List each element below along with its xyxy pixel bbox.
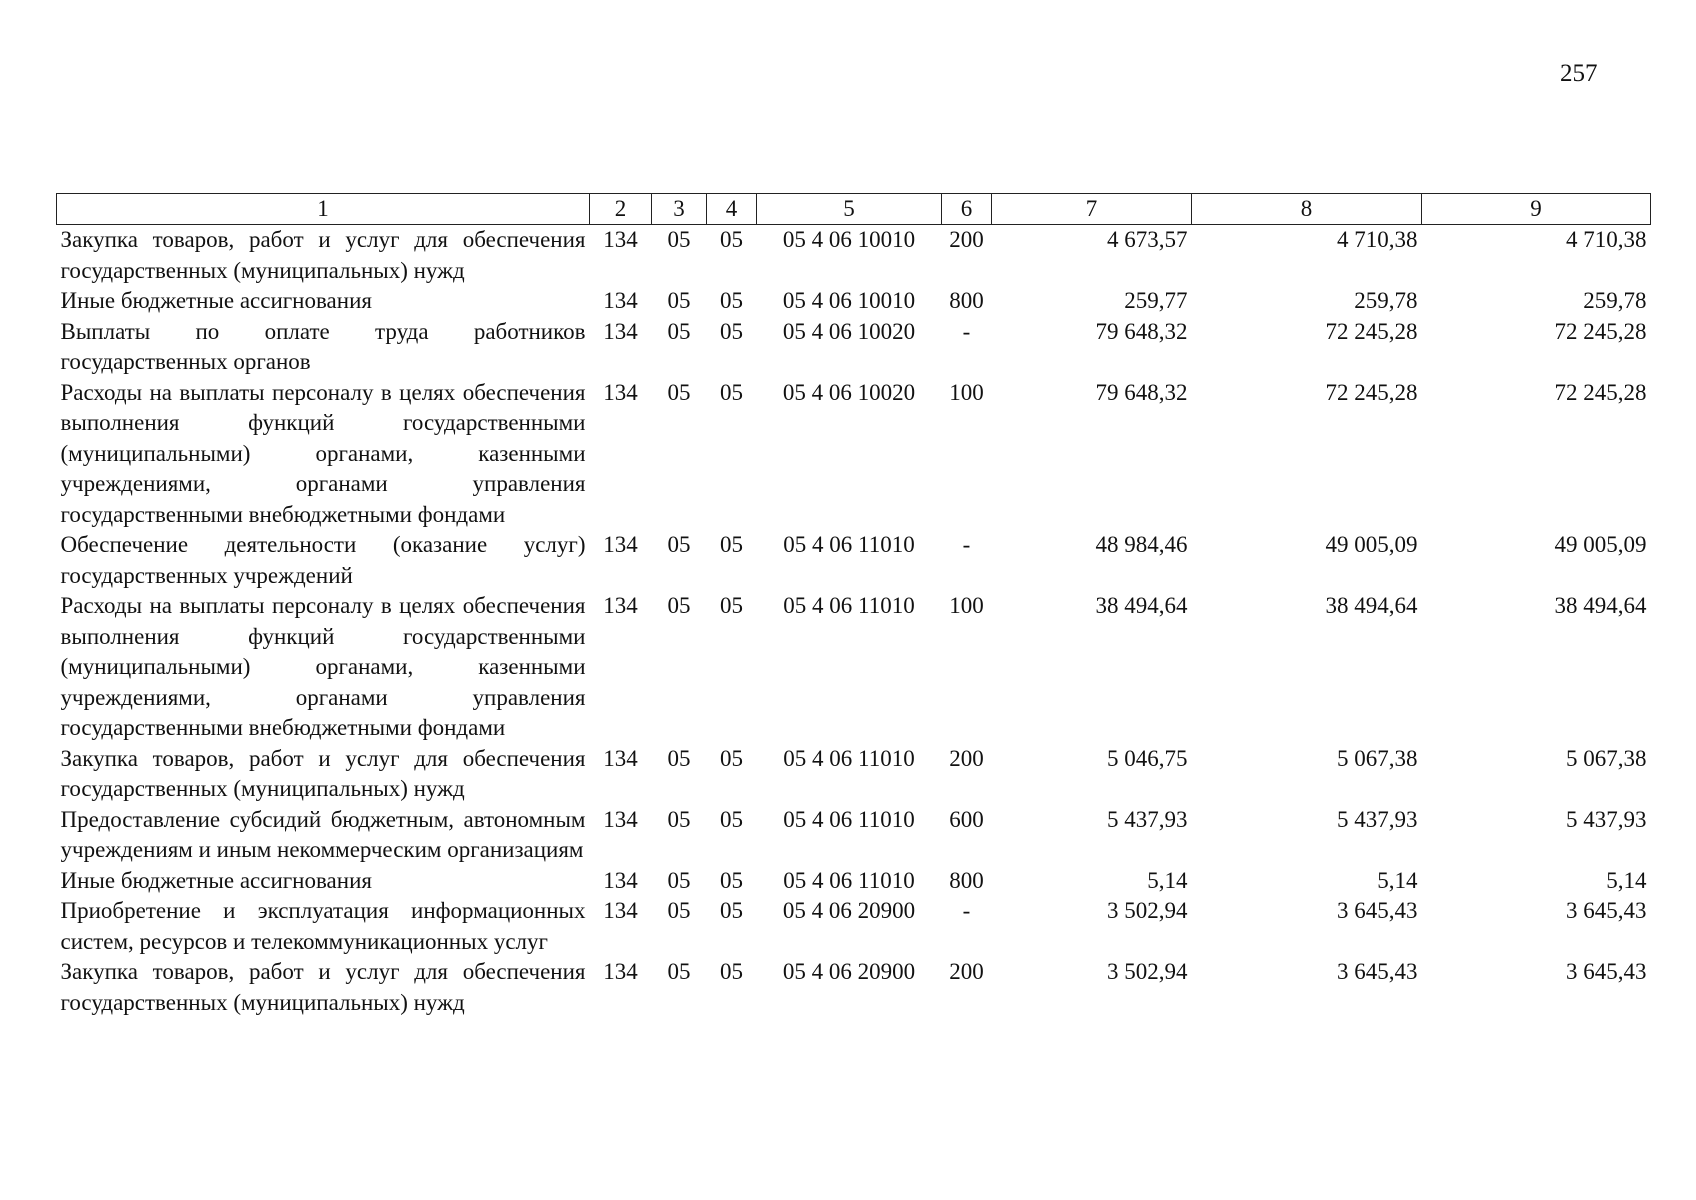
header-row: [57, 194, 1651, 225]
ministry-code-cell: 134: [603, 532, 638, 557]
section-code-cell: 05: [667, 806, 691, 832]
ministry-code-cell: 134: [603, 593, 638, 618]
expense-type-cell: 800: [949, 867, 984, 893]
amount-col9-cell: 49 005,09: [1554, 532, 1647, 557]
expense-name-cell: Расходы на выплаты персоналу в целях обеспечения выполнения функций государственными (муниципальными) органами, казенными учреждениями, органами управления государственными внебюджетными фондами: [60, 593, 586, 740]
expense-name-cell: Иные бюджетные ассигнования: [60, 288, 372, 313]
ministry-code-cell: 134: [603, 898, 638, 923]
target-article-cell: 05 4 06 11010: [783, 745, 915, 771]
table-row: [57, 957, 1651, 1018]
table-header: [57, 194, 1651, 225]
amount-col8-cell: 3 645,43: [1337, 959, 1418, 984]
table-row: [57, 225, 1651, 287]
expense-name-cell: Иные бюджетные ассигнования: [60, 867, 372, 893]
target-article-cell: 05 4 06 20900: [782, 959, 916, 984]
subsection-code-cell: 05: [720, 867, 743, 893]
section-code-cell: 05: [667, 593, 691, 618]
expense-name-cell: Закупка товаров, работ и услуг для обеспечения государственных (муниципальных) нужд: [60, 745, 586, 801]
subsection-code-cell: 05: [720, 959, 743, 984]
amount-col7-cell: 48 984,46: [1095, 532, 1188, 557]
subsection-code-cell: 05: [720, 593, 743, 618]
header-col-6: 6: [942, 194, 992, 225]
expense-type-cell: 100: [949, 593, 984, 618]
header-col-2: 2: [590, 194, 652, 225]
amount-col7-cell: 3 502,94: [1107, 959, 1188, 984]
ministry-code-cell: 134: [603, 806, 638, 832]
amount-col8-cell: 3 645,43: [1337, 898, 1418, 923]
header-col-8: 8: [1192, 194, 1422, 225]
expense-type-cell: 100: [949, 379, 984, 405]
subsection-code-cell: 05: [720, 898, 743, 923]
target-article-cell: 05 4 06 10010: [782, 227, 916, 252]
header-col-5: 5: [757, 194, 942, 225]
table-row: [57, 378, 1651, 531]
section-code-cell: 05: [667, 959, 691, 984]
header-col-3: 3: [652, 194, 707, 225]
target-article-cell: 05 4 06 11010: [783, 806, 915, 832]
amount-col8-cell: 5,14: [1377, 867, 1418, 893]
subsection-code-cell: 05: [720, 532, 743, 557]
ministry-code-cell: 134: [603, 318, 638, 344]
amount-col9-cell: 72 245,28: [1554, 318, 1647, 344]
amount-col9-cell: 4 710,38: [1566, 227, 1647, 252]
amount-col7-cell: 5,14: [1147, 867, 1188, 893]
ministry-code-cell: 134: [603, 288, 638, 313]
amount-col7-cell: 5 046,75: [1107, 745, 1188, 771]
subsection-code-cell: 05: [720, 745, 743, 771]
expense-type-cell: 200: [949, 227, 984, 252]
table-row: [57, 530, 1651, 591]
header-col-9: 9: [1422, 194, 1651, 225]
amount-col8-cell: 72 245,28: [1325, 379, 1418, 405]
expense-type-cell: 200: [949, 959, 984, 984]
target-article-cell: 05 4 06 11010: [783, 867, 915, 893]
expense-type-cell: -: [962, 898, 971, 923]
table-body: [57, 225, 1651, 1019]
amount-col9-cell: 5 067,38: [1566, 745, 1647, 771]
target-article-cell: 05 4 06 10010: [782, 288, 916, 313]
amount-col8-cell: 5 067,38: [1337, 745, 1418, 771]
section-code-cell: 05: [667, 867, 691, 893]
header-col-4: 4: [707, 194, 757, 225]
target-article-cell: 05 4 06 20900: [782, 898, 916, 923]
section-code-cell: 05: [667, 379, 691, 405]
table-row: [57, 866, 1651, 897]
amount-col9-cell: 3 645,43: [1566, 959, 1647, 984]
amount-col9-cell: 259,78: [1583, 288, 1647, 313]
amount-col9-cell: 5 437,93: [1566, 806, 1647, 832]
subsection-code-cell: 05: [720, 318, 743, 344]
ministry-code-cell: 134: [603, 959, 638, 984]
section-code-cell: 05: [667, 532, 691, 557]
expense-type-cell: -: [962, 532, 971, 557]
expense-type-cell: 200: [949, 745, 984, 771]
amount-col9-cell: 38 494,64: [1554, 593, 1647, 618]
page-number: 257: [1560, 60, 1598, 87]
expense-name-cell: Выплаты по оплате труда работников государственных органов: [60, 318, 586, 374]
ministry-code-cell: 134: [603, 227, 638, 252]
ministry-code-cell: 134: [603, 379, 638, 405]
table-row: [57, 896, 1651, 957]
target-article-cell: 05 4 06 10020: [782, 379, 916, 405]
budget-table: [56, 193, 1651, 1018]
expense-name-cell: Приобретение и эксплуатация информационных систем, ресурсов и телекоммуникационных услуг: [60, 898, 586, 954]
amount-col9-cell: 5,14: [1606, 867, 1647, 893]
table-row: [57, 286, 1651, 317]
expense-type-cell: -: [962, 318, 971, 344]
header-col-1: 1: [57, 194, 590, 225]
ministry-code-cell: 134: [603, 745, 638, 771]
amount-col7-cell: 5 437,93: [1107, 806, 1188, 832]
target-article-cell: 05 4 06 11010: [783, 532, 915, 557]
expense-name-cell: Закупка товаров, работ и услуг для обеспечения государственных (муниципальных) нужд: [60, 227, 586, 283]
amount-col7-cell: 259,77: [1124, 288, 1188, 313]
expense-name-cell: Закупка товаров, работ и услуг для обеспечения государственных (муниципальных) нужд: [60, 959, 586, 1015]
amount-col8-cell: 5 437,93: [1337, 806, 1418, 832]
section-code-cell: 05: [667, 288, 691, 313]
expense-type-cell: 800: [949, 288, 984, 313]
amount-col7-cell: 38 494,64: [1095, 593, 1188, 618]
amount-col8-cell: 49 005,09: [1325, 532, 1418, 557]
ministry-code-cell: 134: [603, 867, 638, 893]
amount-col8-cell: 4 710,38: [1337, 227, 1418, 252]
target-article-cell: 05 4 06 11010: [783, 593, 915, 618]
expense-type-cell: 600: [949, 806, 984, 832]
amount-col8-cell: 259,78: [1354, 288, 1418, 313]
subsection-code-cell: 05: [720, 806, 743, 832]
amount-col7-cell: 4 673,57: [1107, 227, 1188, 252]
subsection-code-cell: 05: [720, 379, 743, 405]
table-row: [57, 805, 1651, 866]
amount-col9-cell: 3 645,43: [1566, 898, 1647, 923]
table-row: [57, 744, 1651, 805]
table-row: [57, 591, 1651, 744]
section-code-cell: 05: [667, 745, 691, 771]
target-article-cell: 05 4 06 10020: [782, 318, 916, 344]
amount-col7-cell: 3 502,94: [1107, 898, 1188, 923]
expense-name-cell: Обеспечение деятельности (оказание услуг) государственных учреждений: [60, 532, 586, 588]
amount-col8-cell: 38 494,64: [1325, 593, 1418, 618]
subsection-code-cell: 05: [720, 288, 743, 313]
amount-col9-cell: 72 245,28: [1554, 379, 1647, 405]
subsection-code-cell: 05: [720, 227, 743, 252]
table-row: [57, 317, 1651, 378]
amount-col8-cell: 72 245,28: [1325, 318, 1418, 344]
amount-col7-cell: 79 648,32: [1095, 318, 1188, 344]
section-code-cell: 05: [667, 227, 691, 252]
section-code-cell: 05: [667, 318, 691, 344]
expense-name-cell: Предоставление субсидий бюджетным, автономным учреждениям и иным некоммерческим организациям: [60, 806, 586, 862]
header-col-7: 7: [992, 194, 1192, 225]
amount-col7-cell: 79 648,32: [1095, 379, 1188, 405]
section-code-cell: 05: [667, 898, 691, 923]
expense-name-cell: Расходы на выплаты персоналу в целях обеспечения выполнения функций государственными (муниципальными) органами, казенными учреждениями, органами управления государственными внебюджетными фондами: [60, 379, 586, 527]
